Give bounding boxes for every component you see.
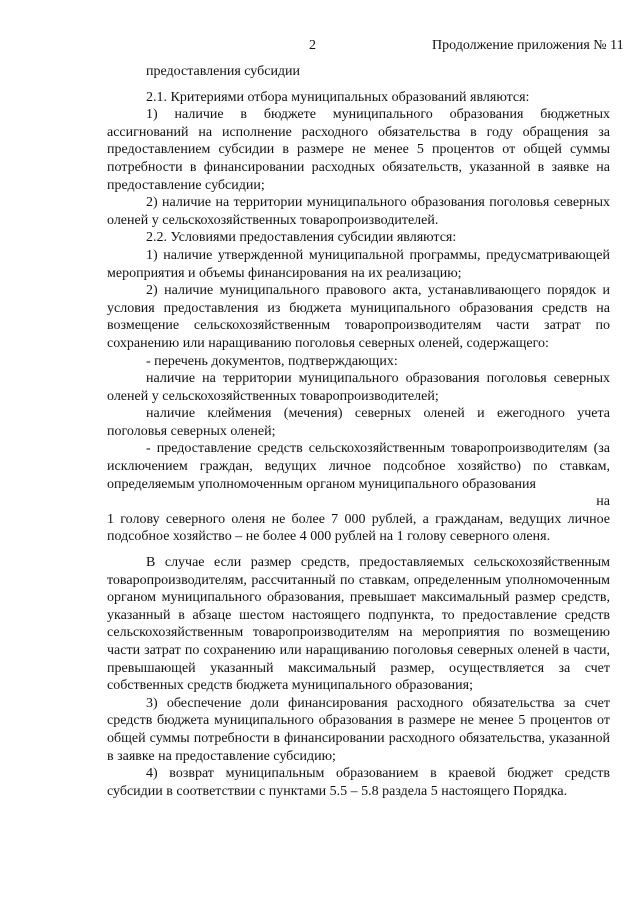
paragraph-continuation: предоставления субсидии [146,64,301,79]
paragraph-documents-list: - перечень документов, подтверждающих: [146,353,398,369]
page-number: 2 [309,38,316,53]
paragraph-funds-provision-tail [107,493,610,511]
paragraph-condition-4: 4) возврат муниципальным образованием в краевой бюджет средств субсидии в соответствии с пунктами 5.5 – 5.8 раздела 5 настоящего Порядка. [107,766,610,799]
paragraph-condition-2: 2) наличие муниципального правового акта, устанавливающего порядок и условия предоставления из бюджета муниципального образования средств на возмещение сельскохозяйственным товаропроизводителям части затрат по сохранению или наращиванию поголовья северных оленей, содержащего: [107,283,610,351]
paragraph-rate-limits: 1 голову северного оленя не более 7 000 рублей, а гражданам, ведущих личное подсобное хозяйство – не более 4 000 рублей на 1 голову северного оленя. [107,511,610,545]
paragraph-condition-3: 3) обеспечение доли финансирования расходного обязательства за счет средств бюджета муниципального образования в размере не менее 5 процентов от общей суммы потребности в финансировании расходного обязательства, указанной в заявке на предоставление субсидию; [107,695,610,764]
paragraph-excess-funding: В случае если размер средств, предоставляемых сельскохозяйственным товаропроизводителям, рассчитанный по ставкам, определенным уполномоченным органом муниципального образования, превышает максимальный размер средств, указанный в абзаце шестом настоящего подпункта, то предоставление средств сельскохозяйственным товаропроизводителям на мероприятия по возмещению части затрат по сохранению или наращиванию поголовья северных оленей в части, превышающей указанный максимальный размер, осуществляется за счет собственных средств бюджета муниципального образования; [107,555,610,694]
paragraph-criterion-1: 1) наличие в бюджете муниципального образования бюджетных ассигнований на исполнение расходного обязательства в году обращения за предоставлением субсидии в размере не менее 5 процентов от общей суммы потребности в финансировании расходных обязательств, указанной в заявке на предоставление субсидии; [107,107,610,193]
paragraph-criterion-2: 2) наличие на территории муниципального образования поголовья северных оленей у сельскохозяйственных товаропроизводителей. [107,195,610,228]
paragraph-branding-record: наличие клеймения (мечения) северных оленей и ежегодного учета поголовья северных оленей; [107,406,610,439]
document-body [107,63,610,800]
appendix-continuation-note: Продолжение приложения № 11 [432,38,624,53]
paragraph-condition-1: 1) наличие утвержденной муниципальной программы, предусматривающей мероприятия и объемы финансирования на их реализацию; [107,247,610,281]
paragraph-selection-criteria: 2.1. Критериями отбора муниципальных образований являются: [146,89,530,105]
paragraph-funds-provision: - предоставление средств сельскохозяйственным товаропроизводителям (за исключением граждан, ведущих личное подсобное хозяйство) по ставкам, определяемым уполномоченным органом муниципального образования [107,441,610,492]
paragraph-herd-presence: наличие на территории муниципального образования поголовья северных оленей у сельскохозяйственных товаропроизводителей; [107,371,610,404]
paragraph-conditions: 2.2. Условиями предоставления субсидии являются: [146,230,457,246]
funds-provision-tail-right: на [596,494,610,510]
